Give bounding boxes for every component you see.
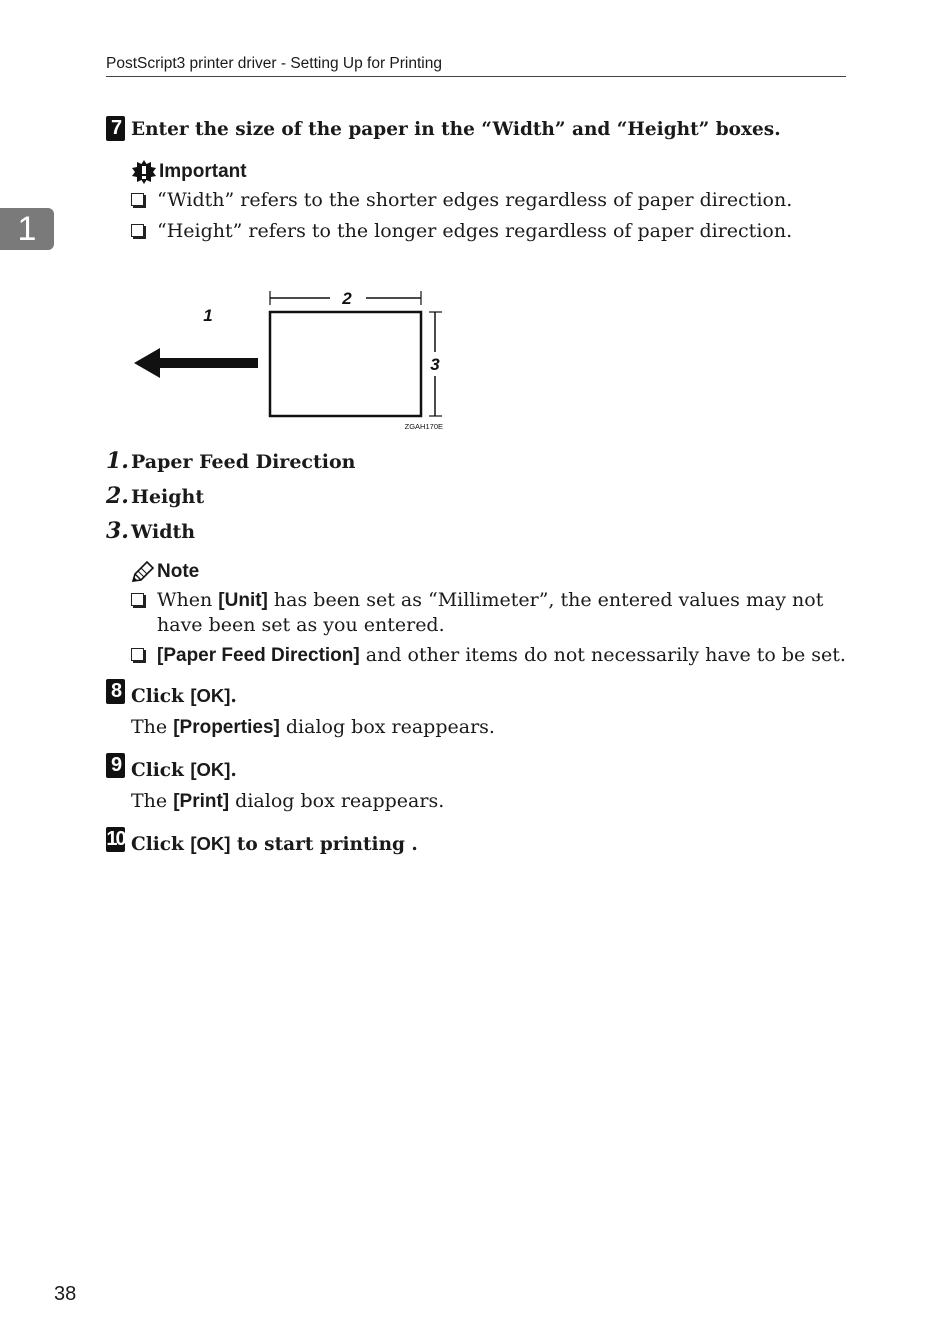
- legend-item: [106, 518, 195, 544]
- legend-number: 3.: [106, 518, 129, 544]
- important-item-text: “Height” refers to the longer edges regardless of paper direction.: [157, 220, 793, 242]
- chapter-tab: 1: [0, 208, 54, 250]
- step-9-text: Click [OK].: [131, 759, 237, 781]
- note-heading: [131, 561, 199, 583]
- ok-ui-label: [OK]: [190, 759, 231, 780]
- important-heading: [131, 160, 247, 184]
- important-item-text: “Width” refers to the shorter edges regardless of paper direction.: [157, 189, 793, 211]
- note-item: [131, 588, 851, 637]
- checkbox-bullet-icon: [131, 593, 144, 606]
- paper-rectangle: [270, 312, 421, 416]
- important-icon: [131, 160, 157, 184]
- step-10-text: Click [OK] to start printing .: [131, 833, 418, 855]
- diagram-label-2: 2: [342, 289, 352, 308]
- step-8-result: The [Properties] dialog box reappears.: [131, 716, 495, 738]
- legend-label: Width: [131, 521, 196, 543]
- step-10-number: 10: [106, 828, 125, 850]
- important-item: [131, 219, 851, 243]
- step-7-number: 7: [106, 116, 125, 141]
- note-item: [131, 643, 851, 668]
- page-number: 38: [54, 1283, 77, 1305]
- checkbox-bullet-icon: [131, 648, 144, 661]
- legend-item: [106, 448, 355, 474]
- checkbox-bullet-icon: [131, 193, 144, 206]
- feed-arrow-shaft: [156, 358, 258, 368]
- legend-number: 2.: [106, 483, 129, 509]
- step-8-number: 8: [106, 679, 125, 704]
- print-ui-label: [Print]: [173, 791, 230, 812]
- running-header: PostScript3 printer driver - Setting Up for Printing: [106, 55, 846, 77]
- step-8-text: Click [OK].: [131, 685, 237, 707]
- important-label: Important: [159, 161, 247, 182]
- paper-size-diagram: [120, 280, 460, 440]
- legend-label: Height: [131, 486, 205, 508]
- note-item-text: [Paper Feed Direction] and other items do not necessarily have to be set.: [157, 644, 846, 666]
- important-item: [131, 188, 851, 212]
- diagram-label-1: 1: [203, 306, 213, 325]
- ok-ui-label: [OK]: [190, 833, 231, 854]
- legend-item: [106, 483, 204, 509]
- pencil-icon: [131, 561, 155, 583]
- paper-feed-direction-ui-label: [Paper Feed Direction]: [157, 645, 360, 666]
- note-item-text: When [Unit] has been set as “Millimeter”, the entered values may not have been set as you entered.: [157, 589, 824, 636]
- properties-ui-label: [Properties]: [173, 717, 280, 738]
- step-9-number: 9: [106, 753, 125, 778]
- diagram-code: ZGAH170E: [404, 422, 443, 431]
- step-7-text: Enter the size of the paper in the “Width” and “Height” boxes.: [131, 119, 781, 140]
- feed-arrow-head: [134, 348, 160, 378]
- ok-ui-label: [OK]: [190, 685, 231, 706]
- diagram-label-3: 3: [430, 355, 440, 374]
- step-9-result: The [Print] dialog box reappears.: [131, 790, 445, 812]
- note-label: Note: [157, 561, 200, 582]
- checkbox-bullet-icon: [131, 224, 144, 237]
- legend-label: Paper Feed Direction: [131, 451, 356, 473]
- unit-ui-label: [Unit]: [218, 590, 268, 611]
- legend-number: 1.: [106, 448, 129, 474]
